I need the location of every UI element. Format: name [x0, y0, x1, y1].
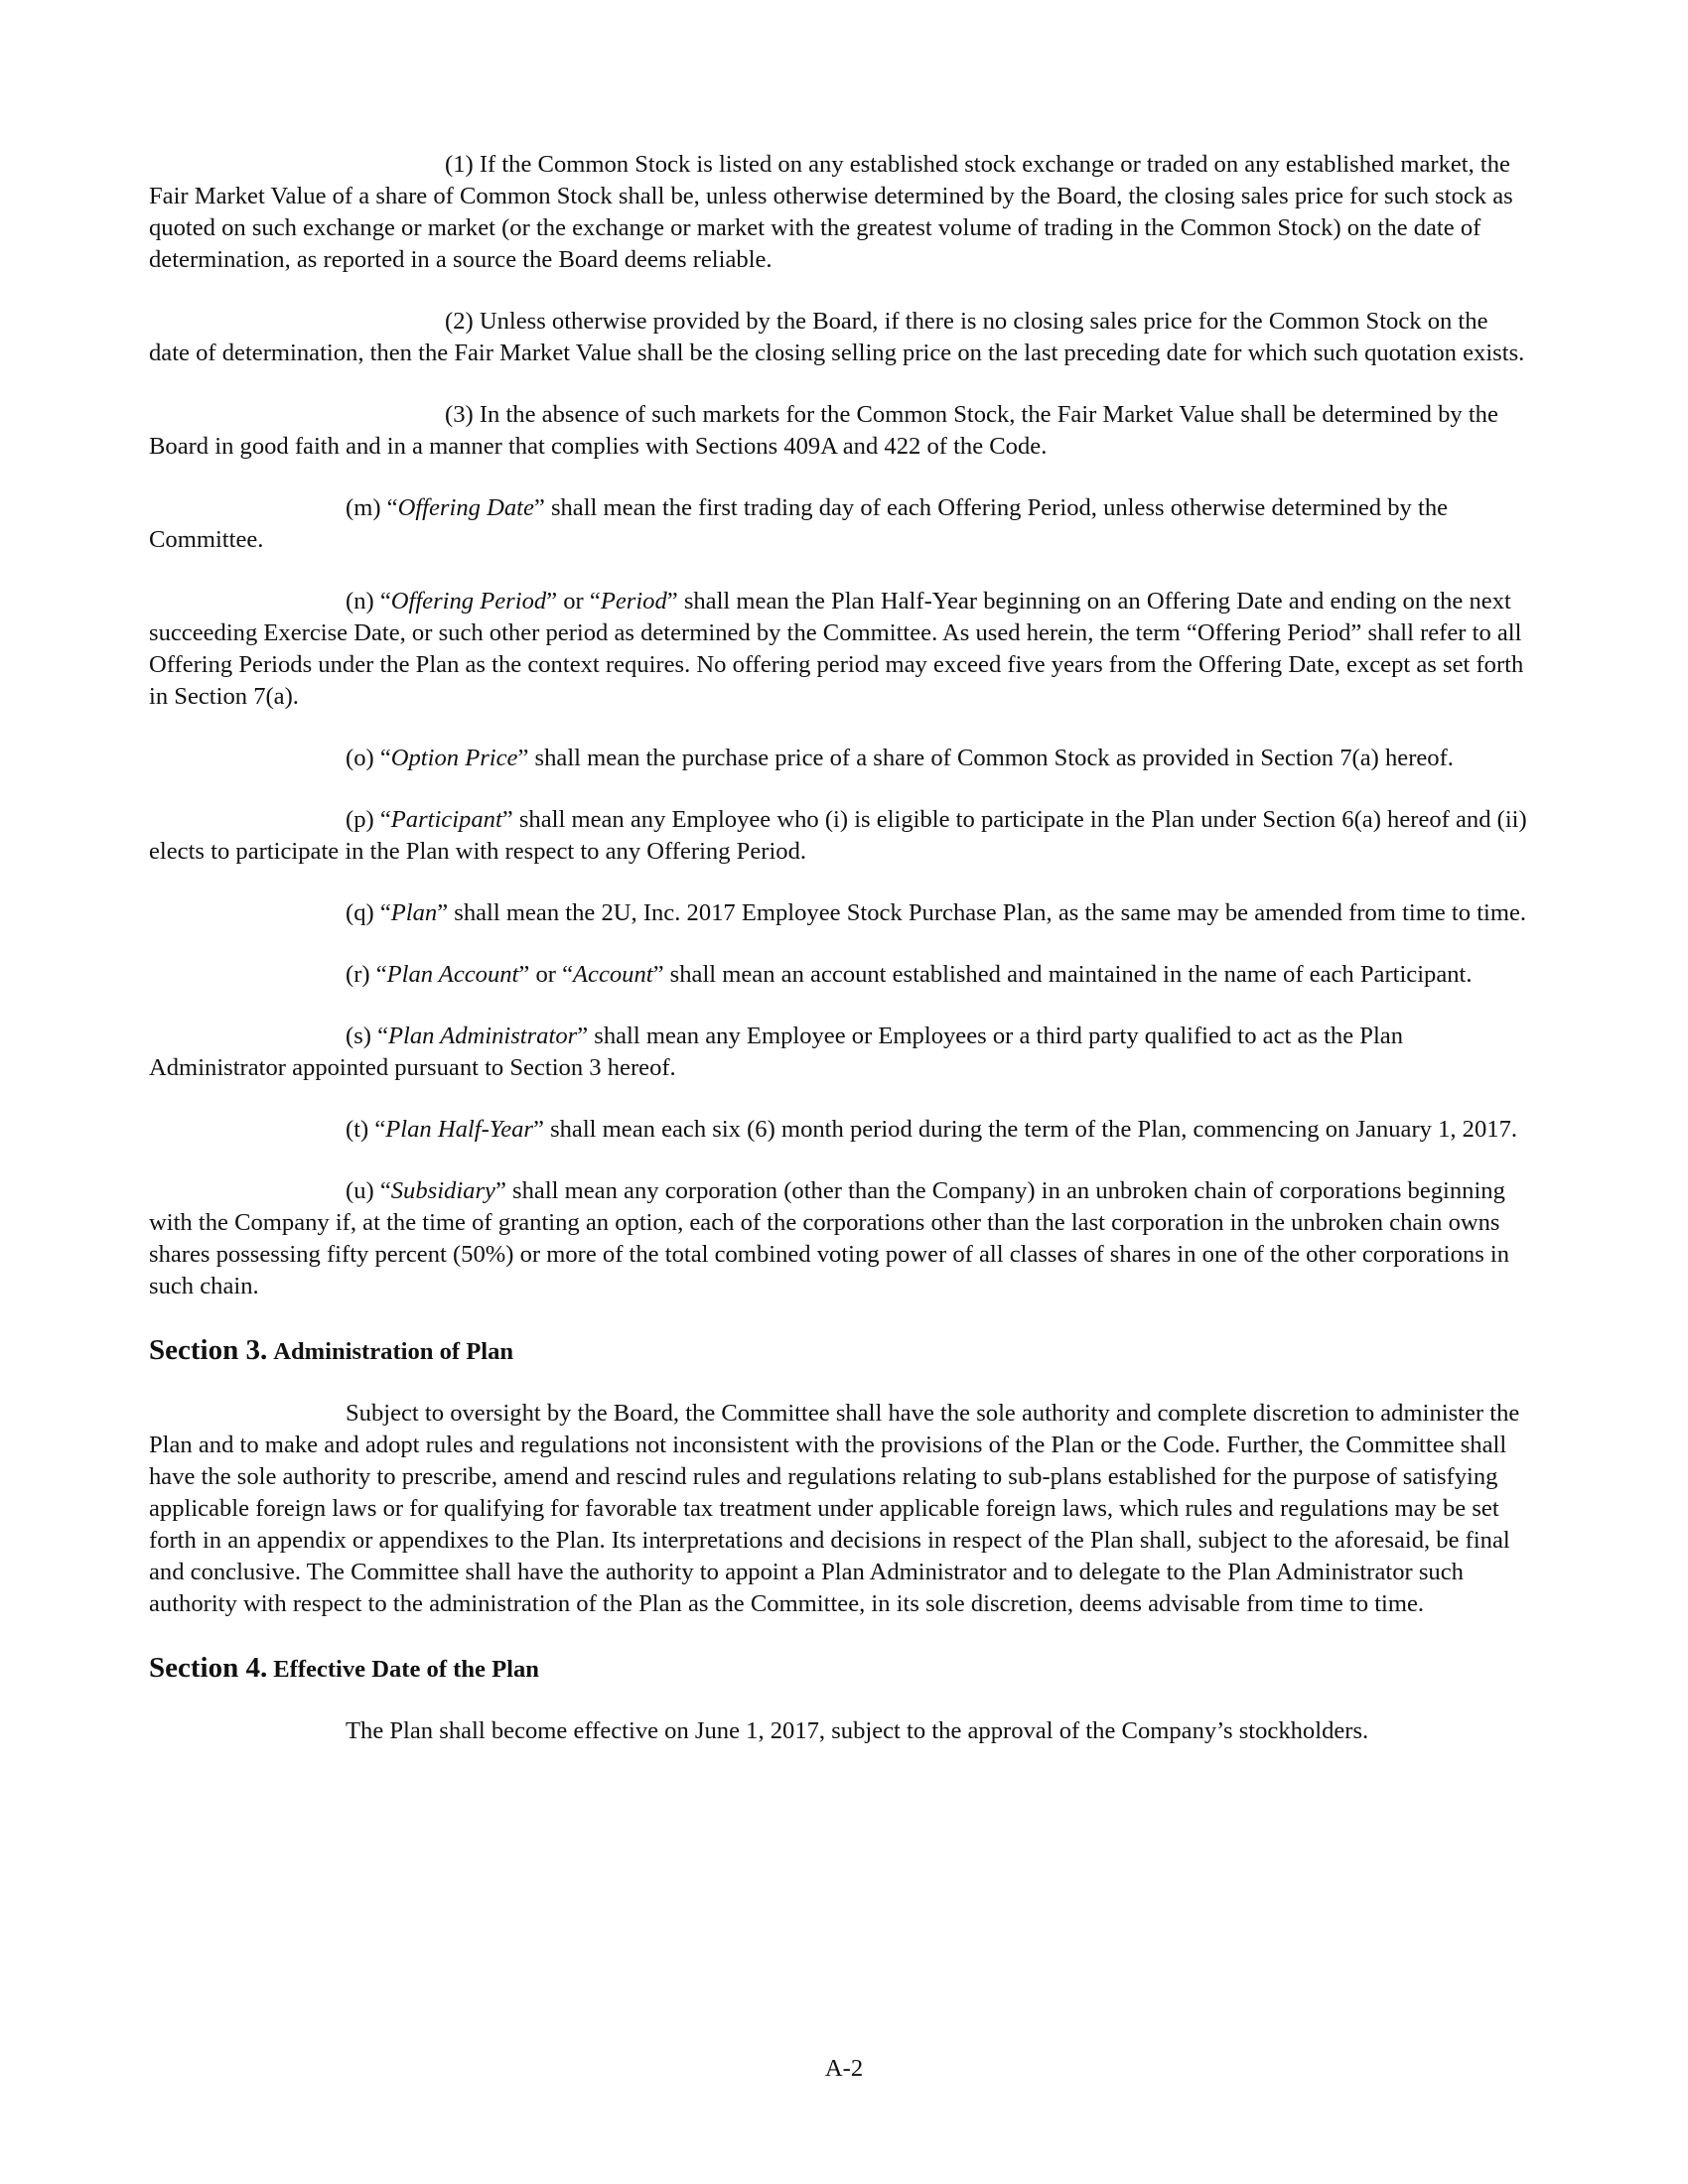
definition-lead: (q) “ — [346, 899, 391, 926]
definition-lead: (u) “ — [346, 1177, 391, 1204]
definition-lead: (m) “ — [346, 494, 398, 521]
definition-text: ” shall mean the purchase price of a share of Common Stock as provided in Section 7(a) hereof. — [517, 745, 1454, 771]
defined-term: Plan Half-Year — [385, 1116, 533, 1143]
defined-term: Account — [573, 961, 653, 988]
definition-connector: ” or “ — [518, 961, 573, 988]
definition-connector: ” or “ — [546, 588, 601, 614]
definition-subsidiary — [149, 1175, 1531, 1302]
fmv-clause-2: (2) Unless otherwise provided by the Board, if there is no closing sales price for the Common Stock on the date of determination, then the Fair Market Value shall be the closing selling price on the last preceding date for which such quotation exists. — [149, 308, 1525, 366]
definition-offering-date — [149, 492, 1531, 556]
definition-offering-period — [149, 586, 1531, 713]
definition-lead: (n) “ — [346, 588, 391, 614]
defined-term: Plan — [390, 899, 438, 926]
defined-term: Plan Administrator — [388, 1023, 578, 1049]
definition-lead: (o) “ — [346, 745, 391, 771]
definition-plan-administrator — [149, 1021, 1531, 1084]
definition-lead: (s) “ — [346, 1023, 389, 1049]
definition-lead: (t) “ — [346, 1116, 386, 1143]
section-number: Section 4. — [149, 1652, 268, 1684]
fmv-clause-3: (3) In the absence of such markets for the Common Stock, the Fair Market Value shall be determined by the Board in good faith and in a manner that complies with Sections 409A and 422 of the Code. — [149, 401, 1498, 460]
definition-text: ” shall mean the first trading day of each Offering Period, unless otherwise determined by the Committee. — [149, 494, 1449, 553]
definition-plan — [149, 897, 1531, 929]
definition-text: ” shall mean any Employee or Employees or a third party qualified to act as the Plan Administrator appointed pursuant to Section 3 hereof. — [149, 1023, 1404, 1081]
defined-term: Subsidiary — [390, 1177, 495, 1204]
section-number: Section 3. — [149, 1334, 268, 1366]
definition-text: ” shall mean the Plan Half-Year beginning on an Offering Date and ending on the next succeeding Exercise Date, or such other period as determined by the Committee. As used herein, the term “Offering Period” shall refer to all Offering Periods under the Plan as the context requires. No offering period may exceed five years from the Offering Date, except as set forth in Section 7(a). — [149, 588, 1524, 710]
definition-text: ” shall mean each six (6) month period during the term of the Plan, commencing on January 1, 2017. — [533, 1116, 1518, 1143]
section-4-body: The Plan shall become effective on June 1, 2017, subject to the approval of the Company’s stockholders. — [346, 1717, 1369, 1744]
definition-text: ” shall mean an account established and maintained in the name of each Participant. — [652, 961, 1473, 988]
section-3-heading — [149, 1332, 1531, 1370]
defined-term: Plan Account — [386, 961, 519, 988]
definition-text: ” shall mean any Employee who (i) is eligible to participate in the Plan under Section 6(a) hereof and (ii) elects to participate in the Plan with respect to any Offering Period. — [149, 806, 1527, 865]
definition-option-price — [149, 743, 1531, 774]
section-title: Effective Date of the Plan — [273, 1656, 539, 1683]
definition-lead: (r) “ — [346, 961, 387, 988]
section-4-heading — [149, 1650, 1531, 1688]
defined-term: Offering Period — [390, 588, 547, 614]
page-number: A-2 — [824, 2055, 864, 2082]
definition-participant — [149, 804, 1531, 868]
definition-text: ” shall mean the 2U, Inc. 2017 Employee Stock Purchase Plan, as the same may be amended from time to time. — [437, 899, 1527, 926]
section-3-body: Subject to oversight by the Board, the Committee shall have the sole authority and complete discretion to administer the Plan and to make and adopt rules and regulations not inconsistent with the provisions of the Plan or the Code. Further, the Committee shall have the sole authority to prescribe, amend and rescind rules and regulations relating to sub-plans established for the purpose of satisfying applicable foreign laws or for qualifying for favorable tax treatment under applicable foreign laws, which rules and regulations may be set forth in an appendix or appendixes to the Plan. Its interpretations and decisions in respect of the Plan shall, subject to the aforesaid, be final and conclusive. The Committee shall have the authority to appoint a Plan Administrator and to delegate to the Plan Administrator such authority with respect to the administration of the Plan as the Committee, in its sole discretion, deems advisable from time to time. — [149, 1400, 1520, 1617]
fmv-clause-1: (1) If the Common Stock is listed on any established stock exchange or traded on any established market, the Fair Market Value of a share of Common Stock shall be, unless otherwise determined by the Board, the closing sales price for such stock as quoted on such exchange or market (or the exchange or market with the greatest volume of trading in the Common Stock) on the date of determination, as reported in a source the Board deems reliable. — [149, 151, 1513, 273]
defined-term: Participant — [390, 806, 502, 833]
defined-term: Offering Date — [397, 494, 534, 521]
section-title: Administration of Plan — [273, 1338, 514, 1365]
definition-plan-account — [149, 959, 1531, 991]
defined-term: Period — [600, 588, 667, 614]
definition-lead: (p) “ — [346, 806, 391, 833]
defined-term: Option Price — [390, 745, 518, 771]
definition-plan-half-year — [149, 1114, 1531, 1146]
definition-text: ” shall mean any corporation (other than the Company) in an unbroken chain of corporations beginning with the Company if, at the time of granting an option, each of the corporations other than the last corporation in the unbroken chain owns shares possessing fifty percent (50%) or more of the total combined voting power of all classes of shares in one of the other corporations in such chain. — [149, 1177, 1510, 1299]
